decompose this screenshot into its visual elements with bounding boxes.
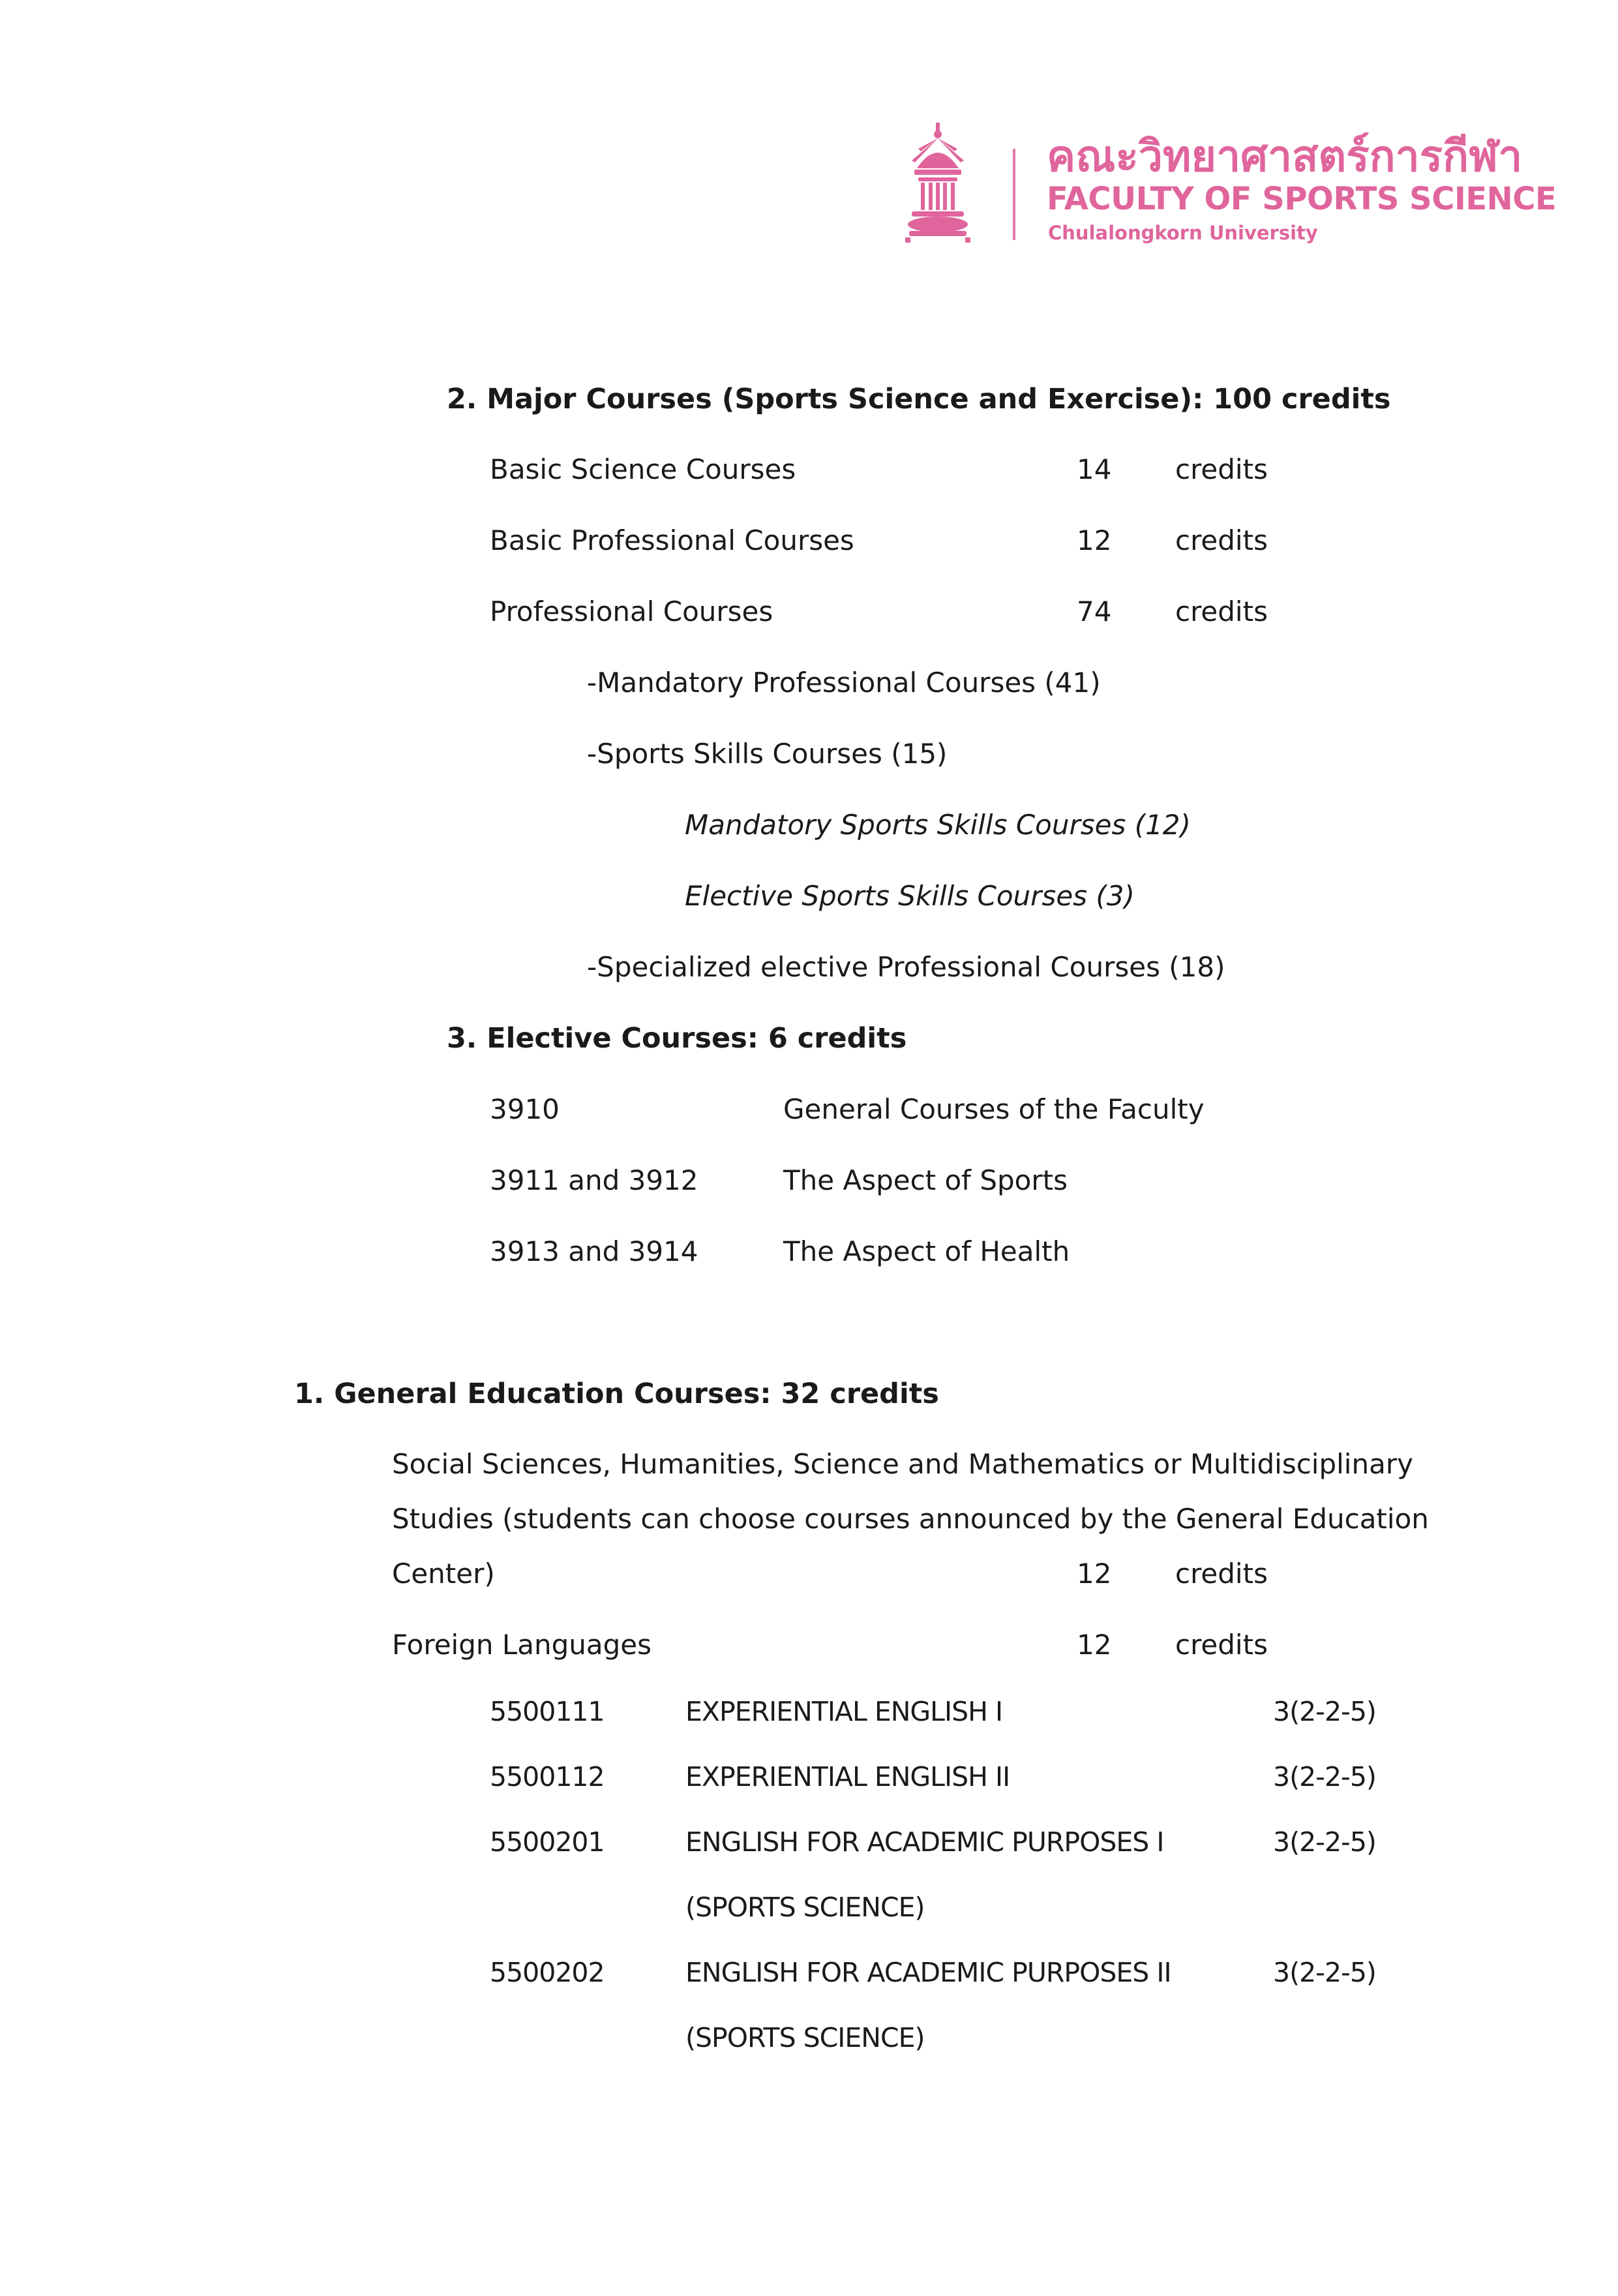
major-row-label: Professional Courses [490, 596, 773, 627]
course-code: 5500112 [490, 1761, 605, 1792]
course-code: 5500202 [490, 1957, 605, 1988]
course-name: ENGLISH FOR ACADEMIC PURPOSES II [685, 1957, 1171, 1988]
major-row-label: Basic Science Courses [490, 453, 796, 485]
course-credits: 3(2-2-5) [1273, 1826, 1376, 1858]
general-education-unit: credits [1175, 1558, 1268, 1590]
major-row-credits: 74 [1077, 596, 1112, 627]
elective-row-name: The Aspect of Health [783, 1235, 1070, 1267]
elective-row-name: The Aspect of Sports [783, 1164, 1068, 1196]
foreign-languages-unit: credits [1175, 1629, 1268, 1661]
general-education-description: Center) [392, 1558, 495, 1590]
course-code: 5500201 [490, 1826, 605, 1858]
sports-skills-subcategory: Mandatory Sports Skills Courses (12) [685, 809, 1191, 841]
general-education-heading: 1. General Education Courses: 32 credits [294, 1378, 939, 1410]
major-row-unit: credits [1175, 524, 1268, 556]
course-name: EXPERIENTIAL ENGLISH II [685, 1761, 1010, 1792]
course-credits: 3(2-2-5) [1273, 1957, 1376, 1988]
elective-row-name: General Courses of the Faculty [783, 1093, 1205, 1125]
foreign-languages-credits: 12 [1077, 1629, 1112, 1661]
course-name-continued: (SPORTS SCIENCE) [685, 1892, 925, 1923]
logo-thai-name: คณะวิทยาศาสตร์การกีฬา [1047, 131, 1523, 181]
major-row-label: Basic Professional Courses [490, 524, 854, 556]
major-row-credits: 12 [1077, 524, 1112, 556]
foreign-languages-label: Foreign Languages [392, 1629, 652, 1661]
general-education-description: Social Sciences, Humanities, Science and Mathematics or Multidisciplinary [392, 1448, 1413, 1480]
elective-row-code: 3911 and 3912 [490, 1164, 698, 1196]
course-code: 5500111 [490, 1696, 605, 1727]
major-row-unit: credits [1175, 596, 1268, 627]
professional-subcategory: -Sports Skills Courses (15) [587, 738, 948, 770]
course-credits: 3(2-2-5) [1273, 1696, 1376, 1727]
professional-subcategory: -Specialized elective Professional Courses (18) [587, 951, 1225, 983]
course-credits: 3(2-2-5) [1273, 1761, 1376, 1792]
major-courses-heading: 2. Major Courses (Sports Science and Exercise): 100 credits [447, 383, 1391, 415]
major-row-unit: credits [1175, 453, 1268, 485]
elective-row-code: 3913 and 3914 [490, 1235, 698, 1267]
general-education-description: Studies (students can choose courses announced by the General Education [392, 1503, 1429, 1535]
major-row-credits: 14 [1077, 453, 1112, 485]
logo-divider [1013, 149, 1015, 240]
general-education-credits: 12 [1077, 1558, 1112, 1590]
course-name: ENGLISH FOR ACADEMIC PURPOSES I [685, 1826, 1164, 1858]
professional-subcategory: -Mandatory Professional Courses (41) [587, 667, 1101, 699]
university-emblem-icon [899, 123, 977, 243]
logo-faculty-name: FACULTY OF SPORTS SCIENCE [1047, 181, 1557, 217]
course-name-continued: (SPORTS SCIENCE) [685, 2022, 925, 2053]
elective-courses-heading: 3. Elective Courses: 6 credits [447, 1022, 907, 1055]
elective-row-code: 3910 [490, 1093, 560, 1125]
sports-skills-subcategory: Elective Sports Skills Courses (3) [685, 880, 1135, 912]
logo-university-name: Chulalongkorn University [1048, 222, 1318, 244]
course-name: EXPERIENTIAL ENGLISH I [685, 1696, 1003, 1727]
